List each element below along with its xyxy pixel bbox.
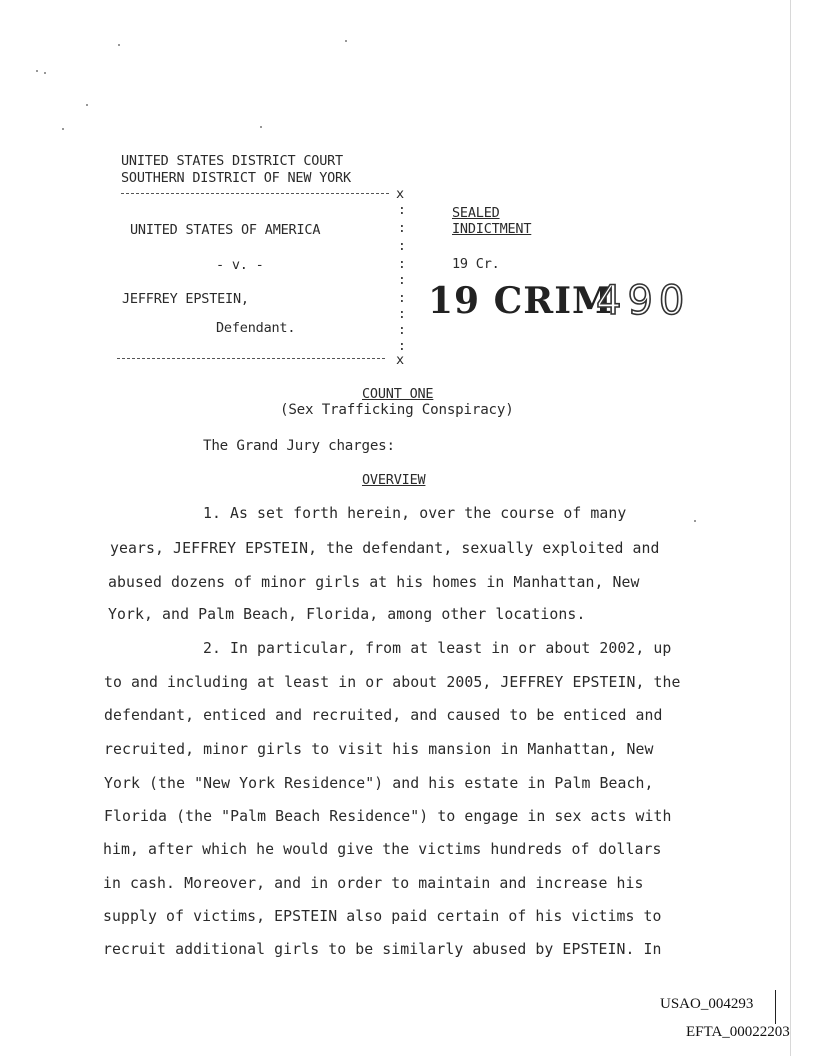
defendant-name: JEFFREY EPSTEIN, <box>122 291 249 307</box>
body-line: recruit additional girls to be similarly abused by EPSTEIN. In <box>103 941 662 958</box>
bates-usao: USAO_004293 <box>660 996 754 1012</box>
scan-speck <box>62 128 64 130</box>
court-name-line2: SOUTHERN DISTRICT OF NEW YORK <box>121 170 351 186</box>
caption-divider-colon: : <box>398 307 406 322</box>
caption-divider-colon: : <box>398 339 406 354</box>
plaintiff-name: UNITED STATES OF AMERICA <box>130 222 321 238</box>
defendant-label: Defendant. <box>216 320 296 336</box>
body-line: abused dozens of minor girls at his homes in Manhattan, New <box>108 574 640 591</box>
body-line: to and including at least in or about 2005, JEFFREY EPSTEIN, the <box>104 674 681 691</box>
versus: - v. - <box>216 257 264 273</box>
case-number-stamp-right: 490 <box>596 278 691 324</box>
scan-speck <box>36 70 38 72</box>
bates-efta: EFTA_00022203 <box>686 1024 790 1040</box>
caption-divider-colon: : <box>398 203 406 218</box>
body-line: years, JEFFREY EPSTEIN, the defendant, sexually exploited and <box>110 540 660 557</box>
caption-divider-colon: : <box>398 257 406 272</box>
caption-divider-colon: : <box>398 323 406 338</box>
count-heading: COUNT ONE <box>362 386 434 402</box>
caption-x-bottom: x <box>396 352 404 368</box>
case-number-prefix: 19 Cr. <box>452 256 500 272</box>
body-line: York (the "New York Residence") and his estate in Palm Beach, <box>104 775 654 792</box>
scan-speck <box>345 40 347 42</box>
doc-type-sealed: SEALED <box>452 205 500 221</box>
body-line: in cash. Moreover, and in order to maintain and increase his <box>103 875 644 892</box>
caption-top-dashes <box>121 193 389 194</box>
doc-type-indictment: INDICTMENT <box>452 221 532 237</box>
scan-edge-line <box>790 0 791 1056</box>
scan-speck <box>694 520 696 522</box>
caption-bottom-dashes <box>117 358 385 359</box>
scan-edge-line-inner <box>775 990 776 1024</box>
scan-speck <box>118 44 120 46</box>
body-line: defendant, enticed and recruited, and caused to be enticed and <box>104 707 663 724</box>
body-line: 2. In particular, from at least in or about 2002, up <box>203 640 672 657</box>
scan-speck <box>86 104 88 106</box>
body-line: him, after which he would give the victims hundreds of dollars <box>103 841 662 858</box>
body-line: Florida (the "Palm Beach Residence") to engage in sex acts with <box>104 808 672 825</box>
body-line: 1. As set forth herein, over the course of many <box>203 505 627 522</box>
caption-divider-colon: : <box>398 239 406 254</box>
count-subheading: (Sex Trafficking Conspiracy) <box>280 402 514 418</box>
body-line: recruited, minor girls to visit his mansion in Manhattan, New <box>104 741 654 758</box>
body-line: York, and Palm Beach, Florida, among other locations. <box>108 606 586 623</box>
court-name-line1: UNITED STATES DISTRICT COURT <box>121 153 343 169</box>
scan-speck <box>44 72 46 74</box>
caption-divider-colon: : <box>398 273 406 288</box>
body-line: supply of victims, EPSTEIN also paid certain of his victims to <box>103 908 662 925</box>
caption-divider-colon: : <box>398 221 406 236</box>
case-number-stamp-left: 19 CRIM <box>428 280 613 322</box>
grand-jury-intro: The Grand Jury charges: <box>203 438 395 454</box>
scan-speck <box>260 126 262 128</box>
caption-divider-colon: : <box>398 291 406 306</box>
caption-x-top: x <box>396 186 404 202</box>
section-heading: OVERVIEW <box>362 472 426 488</box>
